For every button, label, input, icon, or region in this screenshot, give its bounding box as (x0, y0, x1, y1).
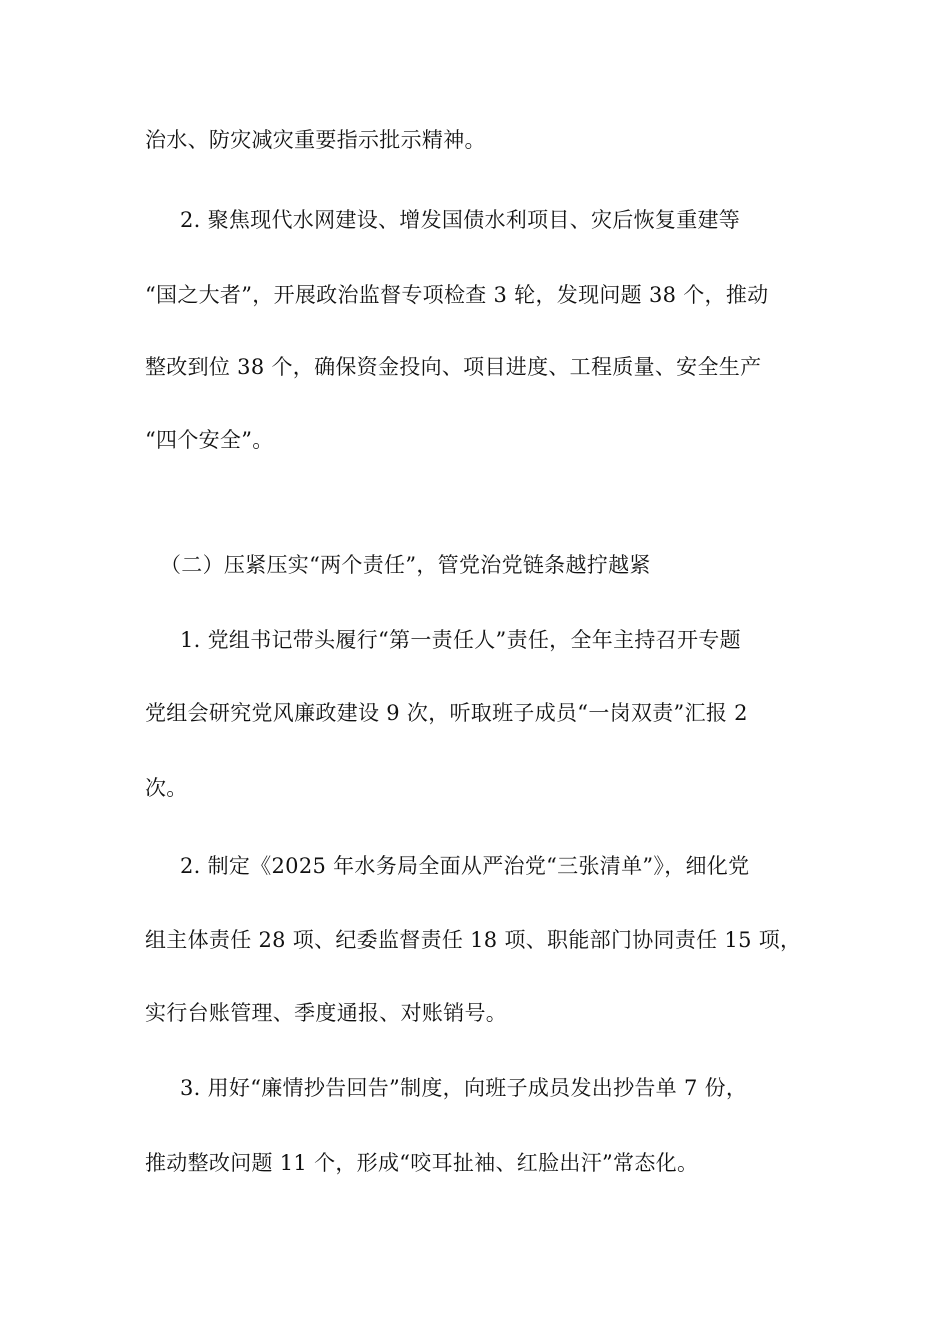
list-item-1-line-1: 1. 党组书记带头履行“第一责任人”责任，全年主持召开专题 (180, 628, 741, 652)
paragraph-line-continuation: 治水、防灾减灾重要指示批示精神。 (145, 128, 486, 152)
list-item-3-line-2: 推动整改问题 11 个，形成“咬耳扯袖、红脸出汗”常态化。 (145, 1151, 699, 1175)
list-item-2-line-1: 2. 聚焦现代水网建设、增发国债水利项目、灾后恢复重建等 (180, 208, 741, 232)
section-heading: （二）压紧压实“两个责任”，管党治党链条越拧越紧 (160, 553, 651, 577)
list-item-2b-line-1: 2. 制定《2025 年水务局全面从严治党“三张清单”》，细化党 (180, 854, 750, 878)
list-item-2b-line-2: 组主体责任 28 项、纪委监督责任 18 项、职能部门协同责任 15 项， (145, 928, 802, 952)
list-item-2b-line-3: 实行台账管理、季度通报、对账销号。 (145, 1001, 508, 1025)
list-item-2-line-4: “四个安全”。 (145, 428, 274, 452)
list-item-1-line-3: 次。 (145, 776, 188, 800)
list-item-2-line-3: 整改到位 38 个，确保资金投向、项目进度、工程质量、安全生产 (145, 355, 762, 379)
list-item-2-line-2: “国之大者”，开展政治监督专项检查 3 轮，发现问题 38 个，推动 (145, 283, 769, 307)
list-item-3-line-1: 3. 用好“廉情抄告回告”制度，向班子成员发出抄告单 7 份， (180, 1076, 748, 1100)
list-item-1-line-2: 党组会研究党风廉政建设 9 次，听取班子成员“一岗双责”汇报 2 (145, 701, 748, 725)
